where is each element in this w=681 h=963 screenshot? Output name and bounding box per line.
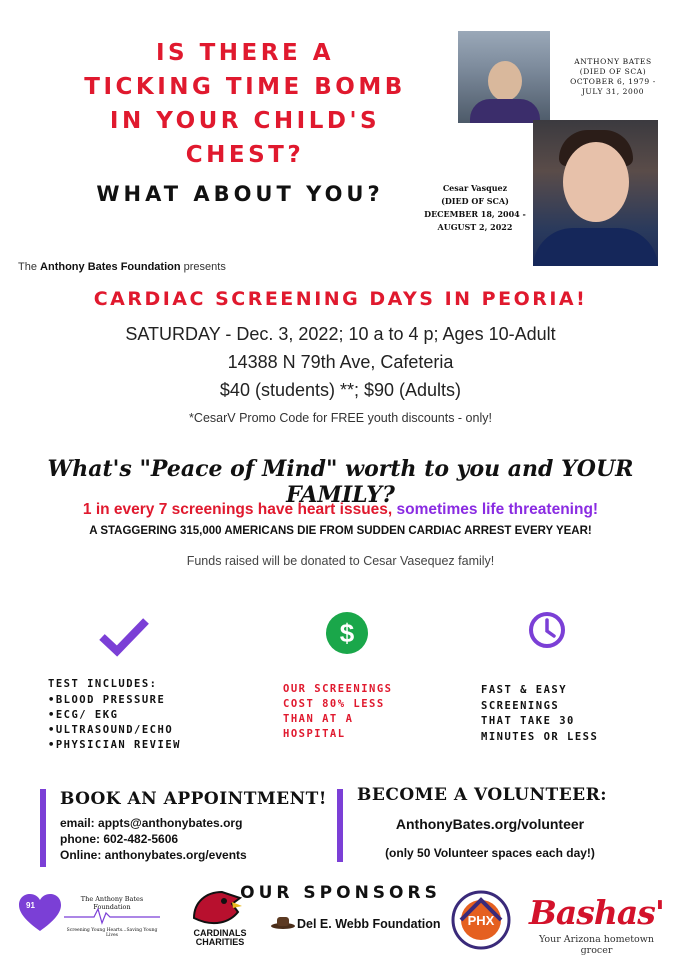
caption-line: (DIED OF SCA) <box>579 67 647 76</box>
accent-bar <box>40 789 46 867</box>
photo-body <box>533 228 658 266</box>
fast-line: THAT TAKE 30 <box>481 715 575 727</box>
volunteer-title: BECOME A VOLUNTEER: <box>357 785 608 805</box>
fast-feature <box>481 683 641 745</box>
phx-text: PHX <box>467 913 495 928</box>
test-includes-title: TEST INCLUDES: <box>48 678 158 690</box>
screening-stat <box>0 501 681 519</box>
event-title: CARDIAC SCREENING DAYS IN PEORIA! <box>93 288 588 310</box>
photo-face <box>488 61 522 101</box>
event-price: $40 (students) **; $90 (Adults) <box>219 380 462 400</box>
caption-line: AUGUST 2, 2022 <box>437 222 513 232</box>
book-contacts <box>60 815 247 863</box>
sponsors-title: OUR SPONSORS <box>240 883 441 903</box>
fast-line: MINUTES OR LESS <box>481 730 599 743</box>
cost-line: COST 80% LESS <box>283 698 385 710</box>
anthony-caption <box>553 57 673 97</box>
bashas-logo-text: Bashas' <box>529 893 664 932</box>
presents-prefix: The <box>18 261 37 273</box>
foundation-name: Anthony Bates Foundation <box>40 261 181 273</box>
bashas-tagline: Your Arizona hometown grocer <box>538 934 655 956</box>
del-webb-text: Del E. Webb Foundation <box>297 917 441 931</box>
stat-purple: sometimes life threatening! <box>396 501 599 518</box>
list-item: • BLOOD PRESSURE <box>48 693 181 708</box>
caption-line: DECEMBER 18, 2004 - <box>424 209 526 219</box>
cardinals-charities-text <box>182 929 258 947</box>
headline <box>60 36 430 172</box>
staggering-stat: A STAGGERING 315,000 AMERICANS DIE FROM SUDDEN CARDIAC ARREST EVERY YEAR! <box>89 525 592 537</box>
online-link[interactable]: Online: anthonybates.org/events <box>60 848 247 862</box>
ekg-line-icon <box>64 905 160 925</box>
heart-icon <box>18 893 62 933</box>
list-item: • ULTRASOUND/ECHO <box>48 723 181 738</box>
list-item: • PHYSICIAN REVIEW <box>48 738 181 753</box>
email-link[interactable]: email: appts@anthonybates.org <box>60 816 243 830</box>
test-list <box>48 693 181 753</box>
abf-logo-name: The Anthony Bates Foundation <box>80 895 144 911</box>
phoenix-suns-charities-logo <box>448 890 514 950</box>
caption-line: JULY 31, 2000 <box>581 87 645 96</box>
volunteer-link[interactable]: AnthonyBates.org/volunteer <box>395 816 585 832</box>
cardinal-logo-icon <box>188 888 244 930</box>
cost-line: THAN AT A <box>283 713 354 725</box>
dollar-icon: $ <box>326 612 368 654</box>
photo-face <box>563 142 629 222</box>
cesar-vasquez-photo <box>533 120 658 266</box>
cost-line: HOSPITAL <box>283 728 346 740</box>
cesar-caption <box>416 182 534 234</box>
clock-icon <box>527 610 567 650</box>
funds-note: Funds raised will be donated to Cesar Vasequez family! <box>186 554 495 568</box>
cost-line: OUR SCREENINGS <box>283 683 393 695</box>
cardinals-line: CARDINALS <box>193 928 247 938</box>
headline-line: IS THERE A <box>155 40 334 66</box>
caption-line: (DIED OF SCA) <box>441 196 509 206</box>
list-item: • ECG/ EKG <box>48 708 181 723</box>
stat-red: 1 in every 7 screenings have heart issues, <box>82 501 393 518</box>
book-title: BOOK AN APPOINTMENT! <box>60 789 327 809</box>
event-date: SATURDAY - Dec. 3, 2022; 10 a to 4 p; Ages 10-Adult <box>125 324 556 344</box>
peace-of-mind-heading: What's "Peace of Mind" worth to you and YOUR FAMILY? <box>47 456 634 508</box>
heart-number: 91 <box>26 901 35 910</box>
phone-link[interactable]: phone: 602-482-5606 <box>60 832 179 846</box>
checkmark-icon <box>98 615 150 657</box>
cost-feature <box>283 682 433 742</box>
cardinals-line: CHARITIES <box>195 937 245 947</box>
event-location: 14388 N 79th Ave, Cafeteria <box>227 352 454 372</box>
headline-line: CHEST? <box>185 142 305 168</box>
anthony-bates-photo <box>458 31 550 123</box>
subheadline: WHAT ABOUT YOU? <box>96 182 384 206</box>
promo-note: *CesarV Promo Code for FREE youth discounts - only! <box>189 411 492 425</box>
photo-body <box>470 99 540 123</box>
headline-line: TICKING TIME BOMB <box>84 74 406 100</box>
presents-line <box>18 261 226 273</box>
fast-line: SCREENINGS <box>481 699 560 712</box>
volunteer-note: (only 50 Volunteer spaces each day!) <box>385 846 595 860</box>
caption-line: OCTOBER 6, 1979 - <box>570 77 656 86</box>
presents-suffix: presents <box>183 261 226 273</box>
abf-logo-tagline: Screening Young Hearts...Saving Young Lives <box>66 928 158 938</box>
caption-line: ANTHONY BATES <box>574 57 652 66</box>
fast-line: FAST & EASY <box>481 684 568 696</box>
headline-line: IN YOUR CHILD'S <box>109 108 381 134</box>
cowboy-hat-icon <box>270 915 296 929</box>
caption-line: Cesar Vasquez <box>442 183 508 193</box>
